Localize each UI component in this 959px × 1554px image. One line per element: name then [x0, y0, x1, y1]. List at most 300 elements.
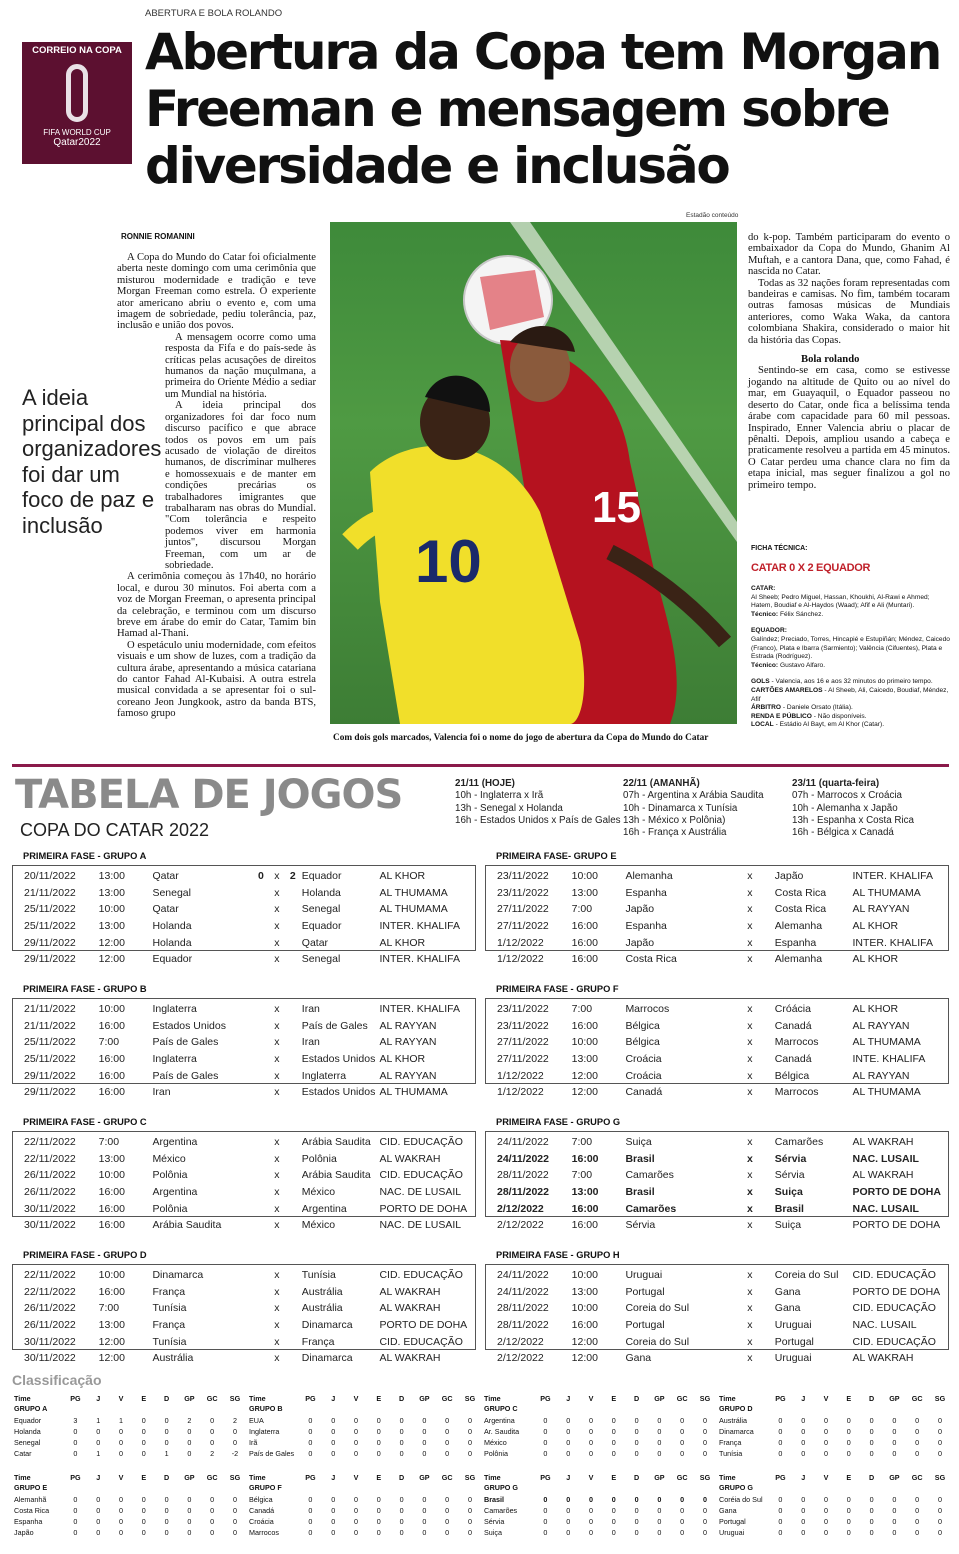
standings-row [719, 1448, 952, 1459]
team-name: Canadá [249, 1506, 275, 1515]
match-time: 7:00 [571, 1003, 593, 1016]
standings-row [249, 1415, 482, 1426]
standings-row [14, 1448, 247, 1459]
versus: x [747, 903, 753, 916]
home-team: Austrália [152, 1352, 194, 1365]
v-col: V [823, 1473, 829, 1482]
stadium: AL KHOR [379, 1053, 426, 1066]
match-time: 16:00 [98, 1069, 125, 1082]
stadium: AL WAKRAH [379, 1285, 441, 1298]
d-col: D [398, 1473, 405, 1482]
pg-col: PG [70, 1473, 81, 1482]
match-date: 28/11/2022 [497, 1186, 549, 1199]
day-heading: 22/11 (AMANHÃ) [623, 778, 700, 789]
stadium: PORTO DE DOHA [852, 1285, 941, 1298]
stadium: AL RAYYAN [852, 1019, 910, 1032]
stat-value: 0 [543, 1495, 548, 1504]
v-col: V [353, 1473, 359, 1482]
home-team: Polônia [152, 1169, 188, 1182]
home-team: Qatar [152, 870, 179, 883]
team-name: Suiça [484, 1528, 502, 1537]
copa-logo [22, 42, 132, 164]
stadium: INTE. KHALIFA [852, 1053, 926, 1066]
stadium: AL WAKRAH [852, 1352, 914, 1365]
match-date: 25/11/2022 [24, 920, 76, 933]
match-time: 16:00 [98, 1202, 125, 1215]
stadium: NAC. LUSAIL [852, 1152, 919, 1165]
stat-value: 0 [915, 1506, 920, 1515]
stat-value: 0 [376, 1506, 381, 1515]
versus: x [747, 936, 753, 949]
stadium: CID. EDUCAÇÃO [852, 1335, 936, 1348]
stat-value: 0 [376, 1427, 381, 1436]
stat-value: 0 [823, 1449, 828, 1458]
stat-value: 0 [96, 1495, 101, 1504]
away-team: Iran [301, 1036, 320, 1049]
stat-value: 0 [915, 1438, 920, 1447]
away-team: Cróácia [774, 1003, 811, 1016]
lineup-equador: Galíndez; Preciado, Torres, Hincapié e Estupiñán; Méndez, Caicedo (Franco), Plata e Ibarra (Sarmiento); Valência (Cifuentes), Plata e Estrada (Rodríguez). [751, 635, 950, 661]
match-date: 29/11/2022 [24, 936, 76, 949]
versus: x [747, 953, 753, 966]
stat-value: 0 [164, 1506, 169, 1515]
match-time: 13:00 [98, 1152, 125, 1165]
match-date: 27/11/2022 [497, 1053, 549, 1066]
match-time: 16:00 [98, 1019, 125, 1032]
stadium: PORTO DE DOHA [852, 1219, 941, 1232]
match-time: 16:00 [571, 1019, 598, 1032]
stat-value: 0 [680, 1449, 685, 1458]
paragraph: A Copa do Mundo do Catar foi oficialmente aberta neste domingo com uma cerimônia que misturou modernidade e tradição e teve Morgan Freeman como estrela. O experiente ator americano abriu o evento e, com uma imagem de sobriedade, pediu tolerância, paz, inclusão e união dos povos. [117, 252, 316, 332]
standings-row [14, 1437, 247, 1448]
match-photo [330, 222, 737, 724]
match-date: 28/11/2022 [497, 1302, 549, 1315]
stat-value: 0 [634, 1506, 639, 1515]
stat-value: 0 [445, 1517, 450, 1526]
versus: x [274, 1219, 280, 1232]
match-row [486, 1001, 948, 1018]
photo-credit: Estadão conteúdo [686, 212, 739, 219]
home-team: Camarões [625, 1169, 674, 1182]
away-team: Sérvia [774, 1169, 805, 1182]
label: RENDA E PÚBLICO [751, 712, 812, 720]
stat-value: 0 [376, 1517, 381, 1526]
away-team: Coreia do Sul [774, 1269, 839, 1282]
team-name: Espanha [14, 1517, 43, 1526]
day-schedule [792, 778, 914, 839]
match-time: 16:00 [571, 920, 598, 933]
stat-value: 0 [778, 1517, 783, 1526]
home-team: Uruguai [625, 1269, 663, 1282]
stat-value: 0 [399, 1506, 404, 1515]
paragraph: Sentindo-se em casa, como se estivesse jogando na altitude de Quito ou ao nível do mar, em Guayaquil, o Equador passeou no deserto do Catar, onde fica a belíssima tenda árabe com capacidade para 60 mil pessoas. Inspirado, Enner Valencia abriu o placar de pênalti. Depois, ampliou usando a cabeça e praticamente resolveu a partida em 45 minutos. O Catar perdeu uma chance clara no fim da etapa inicial, mas seguer finalizou a gol no primeiro tempo. [748, 365, 950, 491]
stat-value: 1 [118, 1416, 123, 1425]
stat-value: 0 [566, 1416, 571, 1425]
stat-value: 0 [141, 1506, 146, 1515]
stat-value: 0 [915, 1517, 920, 1526]
stadium: AL WAKRAH [379, 1352, 441, 1365]
stat-value: 0 [657, 1528, 662, 1537]
team-col: Time [719, 1394, 736, 1403]
v-col: V [118, 1473, 124, 1482]
d-col: D [633, 1473, 640, 1482]
stat-value: 0 [73, 1517, 78, 1526]
versus: x [746, 1202, 753, 1215]
standings-row [249, 1505, 482, 1516]
jersey-number-15: 15 [592, 483, 641, 532]
stat-value: 0 [210, 1528, 215, 1537]
match-row [13, 1151, 475, 1168]
versus: x [747, 1285, 753, 1298]
away-team: Estados Unidos [301, 1053, 376, 1066]
match-time: 13:00 [98, 870, 125, 883]
away-team: Espanha [774, 936, 817, 949]
match-time: 12:00 [98, 1335, 125, 1348]
v-col: V [823, 1394, 829, 1403]
sg-col: SG [229, 1473, 241, 1482]
match-row [13, 1134, 475, 1151]
match-date: 25/11/2022 [24, 1053, 76, 1066]
group-table [12, 1250, 476, 1365]
match-date: 27/11/2022 [497, 903, 549, 916]
day-heading: 23/11 (quarta-feira) [792, 778, 880, 789]
day-game: 13h - México x Polônia) [623, 814, 726, 826]
standings-group: GRUPO F [249, 1483, 282, 1492]
d-col: D [633, 1394, 640, 1403]
team-name: Portugal [719, 1517, 746, 1526]
stat-value: 2 [232, 1416, 237, 1425]
away-team: Inglaterra [301, 1069, 347, 1082]
pg-col: PG [70, 1394, 81, 1403]
match-row [486, 1284, 948, 1301]
away-team: Equador [301, 870, 342, 883]
paragraph: A ideia principal dos organizadores foi dar foco num discurso pacífico e que abrace todos os povos em um país acusado de violação de direitos humanos, de discriminar mulheres e homossexuais e de manter em condições precárias os trabalhadores imigrantes que trabalharam nas obras do Mundial. "Com tolerância e respeito podemos viver em harmonia juntos", discursou Morgan Freeman, com um ar de sobriedade. [165, 400, 316, 571]
stat-value: 0 [353, 1517, 358, 1526]
stat-value: 0 [96, 1506, 101, 1515]
e-col: E [376, 1473, 382, 1482]
match-date: 23/11/2022 [497, 886, 549, 899]
match-date: 30/11/2022 [24, 1219, 76, 1232]
match-time: 10:00 [571, 870, 598, 883]
stat-value: 0 [445, 1449, 450, 1458]
stat-value: 0 [823, 1427, 828, 1436]
pg-col: PG [540, 1394, 551, 1403]
stat-value: 0 [422, 1517, 427, 1526]
standings-row [719, 1505, 952, 1516]
home-team: Coreia do Sul [625, 1302, 690, 1315]
stat-value: 0 [308, 1506, 313, 1515]
match-time: 10:00 [98, 903, 125, 916]
stat-value: 0 [187, 1449, 192, 1458]
v-col: V [588, 1394, 594, 1403]
attendance: - Não disponíveis. [813, 712, 867, 720]
versus: x [746, 1152, 753, 1165]
stat-value: 0 [588, 1528, 593, 1537]
home-team: Coreia do Sul [625, 1335, 690, 1348]
home-team: Equador [152, 953, 193, 966]
stadium: PORTO DE DOHA [379, 1202, 468, 1215]
match-row [13, 1217, 475, 1234]
stat-value: 0 [778, 1427, 783, 1436]
stat-value: 0 [543, 1506, 548, 1515]
group-table [12, 984, 476, 1099]
team-name: Sérvia [484, 1517, 505, 1526]
d-col: D [398, 1394, 405, 1403]
standings-row [249, 1494, 482, 1505]
stat-value: 0 [702, 1517, 707, 1526]
match-time: 10:00 [98, 1169, 125, 1182]
sg-col: SG [699, 1473, 711, 1482]
stat-value: 0 [141, 1449, 146, 1458]
stat-value: 0 [164, 1438, 169, 1447]
away-team: Polônia [301, 1152, 337, 1165]
stat-value: 0 [422, 1495, 427, 1504]
stat-value: 0 [141, 1517, 146, 1526]
label: CARTÕES AMARELOS [751, 686, 823, 694]
match-time: 16:00 [571, 953, 598, 966]
stat-value: 0 [376, 1528, 381, 1537]
away-team: Tunísia [301, 1269, 336, 1282]
stat-value: 0 [702, 1495, 707, 1504]
match-date: 21/11/2022 [24, 1003, 76, 1016]
stat-value: 0 [657, 1449, 662, 1458]
stat-value: 0 [399, 1495, 404, 1504]
stat-value: 0 [232, 1438, 237, 1447]
stat-value: 0 [353, 1427, 358, 1436]
stat-value: 0 [702, 1528, 707, 1537]
stat-value: 0 [187, 1506, 192, 1515]
stat-value: 0 [210, 1438, 215, 1447]
group-table [485, 851, 949, 966]
stadium: INTER. KHALIFA [852, 870, 933, 883]
stat-value: 0 [73, 1528, 78, 1537]
match-date: 27/11/2022 [497, 920, 549, 933]
day-game: 16h - Estados Unidos x País de Gales [455, 814, 621, 826]
versus: x [274, 1319, 280, 1332]
stat-value: 0 [331, 1427, 336, 1436]
team-name: França [719, 1438, 742, 1447]
match-time: 10:00 [98, 1003, 125, 1016]
versus: x [747, 1086, 753, 1099]
match-row [13, 934, 475, 951]
away-team: Canadá [774, 1053, 812, 1066]
away-score: 2 [289, 870, 296, 883]
stat-value: 0 [892, 1427, 897, 1436]
stat-value: 0 [308, 1449, 313, 1458]
stat-value: 0 [846, 1427, 851, 1436]
match-date: 21/11/2022 [24, 886, 76, 899]
byline: RONNIE ROMANINI [121, 232, 195, 241]
versus: x [274, 886, 280, 899]
match-row [486, 1350, 948, 1367]
stat-value: 0 [467, 1427, 472, 1436]
label: ÁRBITRO [751, 704, 782, 712]
e-col: E [846, 1394, 852, 1403]
stat-value: 0 [141, 1495, 146, 1504]
stadium: CID. EDUCAÇÃO [379, 1136, 463, 1149]
match-time: 16:00 [571, 1202, 599, 1215]
standings-table [719, 1393, 952, 1459]
stadium: PORTO DE DOHA [379, 1319, 468, 1332]
stat-value: 0 [869, 1495, 874, 1504]
stadium: NAC. DE LUSAIL [379, 1219, 462, 1232]
away-team: Costa Rica [774, 886, 827, 899]
standings-table [484, 1472, 717, 1538]
stat-value: 0 [308, 1416, 313, 1425]
stat-value: 0 [445, 1427, 450, 1436]
match-row [13, 1184, 475, 1201]
home-team: Sérvia [625, 1219, 656, 1232]
d-col: D [868, 1473, 875, 1482]
stat-value: 0 [96, 1427, 101, 1436]
stat-value: 0 [657, 1495, 662, 1504]
away-team: Uruguai [774, 1352, 812, 1365]
team-name: Coréia do Sul [719, 1495, 763, 1504]
match-row [486, 1317, 948, 1334]
home-team: Portugal [625, 1285, 665, 1298]
team-name: Croácia [249, 1517, 274, 1526]
match-date: 1/12/2022 [497, 936, 544, 949]
team-name: Ar. Saudita [484, 1427, 520, 1436]
away-team: Arábia Saudita [301, 1169, 371, 1182]
match-time: 7:00 [98, 1036, 120, 1049]
match-time: 12:00 [98, 953, 125, 966]
home-team: Qatar [152, 903, 179, 916]
stat-value: 0 [611, 1449, 616, 1458]
stat-value: 0 [308, 1427, 313, 1436]
gp-col: GP [419, 1394, 430, 1403]
home-team: País de Gales [152, 1036, 219, 1049]
stadium: AL THUMAMA [852, 1036, 921, 1049]
day-game: 10h - Dinamarca x Tunísia [623, 802, 738, 814]
stat-value: 0 [657, 1416, 662, 1425]
stat-value: 0 [331, 1438, 336, 1447]
match-row [486, 1034, 948, 1051]
stat-value: 0 [232, 1506, 237, 1515]
match-time: 7:00 [571, 1169, 593, 1182]
versus: x [274, 1269, 280, 1282]
label: CATAR: [751, 585, 776, 592]
match-date: 28/11/2022 [497, 1169, 549, 1182]
match-row [13, 1317, 475, 1334]
versus: x [274, 870, 280, 883]
stat-value: 0 [187, 1517, 192, 1526]
stat-value: 0 [210, 1495, 215, 1504]
sg-col: SG [464, 1394, 476, 1403]
section-divider [12, 764, 949, 767]
team-col: Time [484, 1394, 501, 1403]
logo-line1: FIFA WORLD CUP [43, 128, 111, 137]
match-time: 13:00 [98, 1319, 125, 1332]
stat-value: 0 [376, 1449, 381, 1458]
standings-row [484, 1426, 717, 1437]
team-name: Austrália [719, 1416, 747, 1425]
stat-value: 0 [399, 1416, 404, 1425]
away-team: Costa Rica [774, 903, 827, 916]
logo-line2: Qatar2022 [53, 137, 101, 148]
standings-row [249, 1527, 482, 1538]
stadium: AL KHOR [379, 936, 426, 949]
j-col: J [96, 1473, 101, 1482]
home-score: 0 [258, 870, 264, 883]
standings-group: GRUPO E [14, 1483, 48, 1492]
versus: x [747, 1335, 753, 1348]
group-title: PRIMEIRA FASE - GRUPO G [496, 1117, 621, 1127]
group-title: PRIMEIRA FASE - GRUPO B [23, 984, 147, 994]
stat-value: 0 [73, 1506, 78, 1515]
match-row [13, 885, 475, 902]
match-time: 16:00 [98, 1219, 125, 1232]
stat-value: 0 [73, 1495, 78, 1504]
standings-row [14, 1494, 247, 1505]
group-title: PRIMEIRA FASE - GRUPO F [496, 984, 619, 994]
match-row [13, 1067, 475, 1084]
stat-value: 0 [937, 1416, 942, 1425]
stat-value: 0 [118, 1517, 123, 1526]
match-row [13, 1300, 475, 1317]
stat-value: 0 [164, 1517, 169, 1526]
team-col: Time [719, 1473, 736, 1482]
stat-value: 0 [823, 1438, 828, 1447]
stadium: AL THUMAMA [379, 903, 448, 916]
sg-col: SG [464, 1473, 476, 1482]
paragraph: Todas as 32 nações foram representadas com bandeiras e camisas. No fim, também tocaram outras famosas músicas de Mundiais anteriores, como Waka Waka, da cantora colombiana Shakira, considerado o maior hit da história das Copas. [748, 277, 950, 346]
match-date: 26/11/2022 [24, 1319, 76, 1332]
stat-value: 0 [331, 1506, 336, 1515]
stat-value: 0 [566, 1495, 571, 1504]
home-team: Holanda [152, 936, 192, 949]
label: LOCAL [751, 721, 774, 729]
sg-col: SG [934, 1473, 946, 1482]
away-team: Japão [774, 870, 804, 883]
gc-col: GC [911, 1394, 923, 1403]
stadium: PORTO DE DOHA [852, 1186, 941, 1199]
stadium: AL THUMAMA [852, 1086, 921, 1099]
home-team: Portugal [625, 1319, 665, 1332]
group-title: PRIMEIRA FASE - GRUPO H [496, 1250, 620, 1260]
stat-value: 0 [353, 1438, 358, 1447]
standings-row [484, 1415, 717, 1426]
v-col: V [118, 1394, 124, 1403]
stadium: AL WAKRAH [852, 1169, 914, 1182]
stat-value: 0 [778, 1495, 783, 1504]
label: GOLS [751, 678, 770, 686]
group-title: PRIMEIRA FASE - GRUPO C [23, 1117, 147, 1127]
stat-value: 0 [588, 1438, 593, 1447]
match-date: 23/11/2022 [497, 870, 549, 883]
match-date: 2/12/2022 [497, 1219, 544, 1232]
away-team: Equador [301, 920, 342, 933]
versus: x [747, 1269, 753, 1282]
stat-value: 0 [467, 1416, 472, 1425]
stadium: AL KHOR [852, 1003, 899, 1016]
away-team: México [301, 1186, 336, 1199]
away-team: México [301, 1219, 336, 1232]
match-date: 30/11/2022 [24, 1335, 76, 1348]
home-team: Argentina [152, 1186, 198, 1199]
stat-value: 0 [187, 1495, 192, 1504]
match-row [486, 885, 948, 902]
stadium: AL WAKRAH [852, 1136, 914, 1149]
stat-value: 0 [118, 1495, 123, 1504]
versus: x [747, 870, 753, 883]
stat-value: 0 [778, 1416, 783, 1425]
gc-col: GC [441, 1394, 453, 1403]
classificacao-title: Classificação [12, 1372, 102, 1388]
home-team: Canadá [625, 1086, 663, 1099]
team-name: Camarões [484, 1506, 518, 1515]
stat-value: 0 [778, 1438, 783, 1447]
